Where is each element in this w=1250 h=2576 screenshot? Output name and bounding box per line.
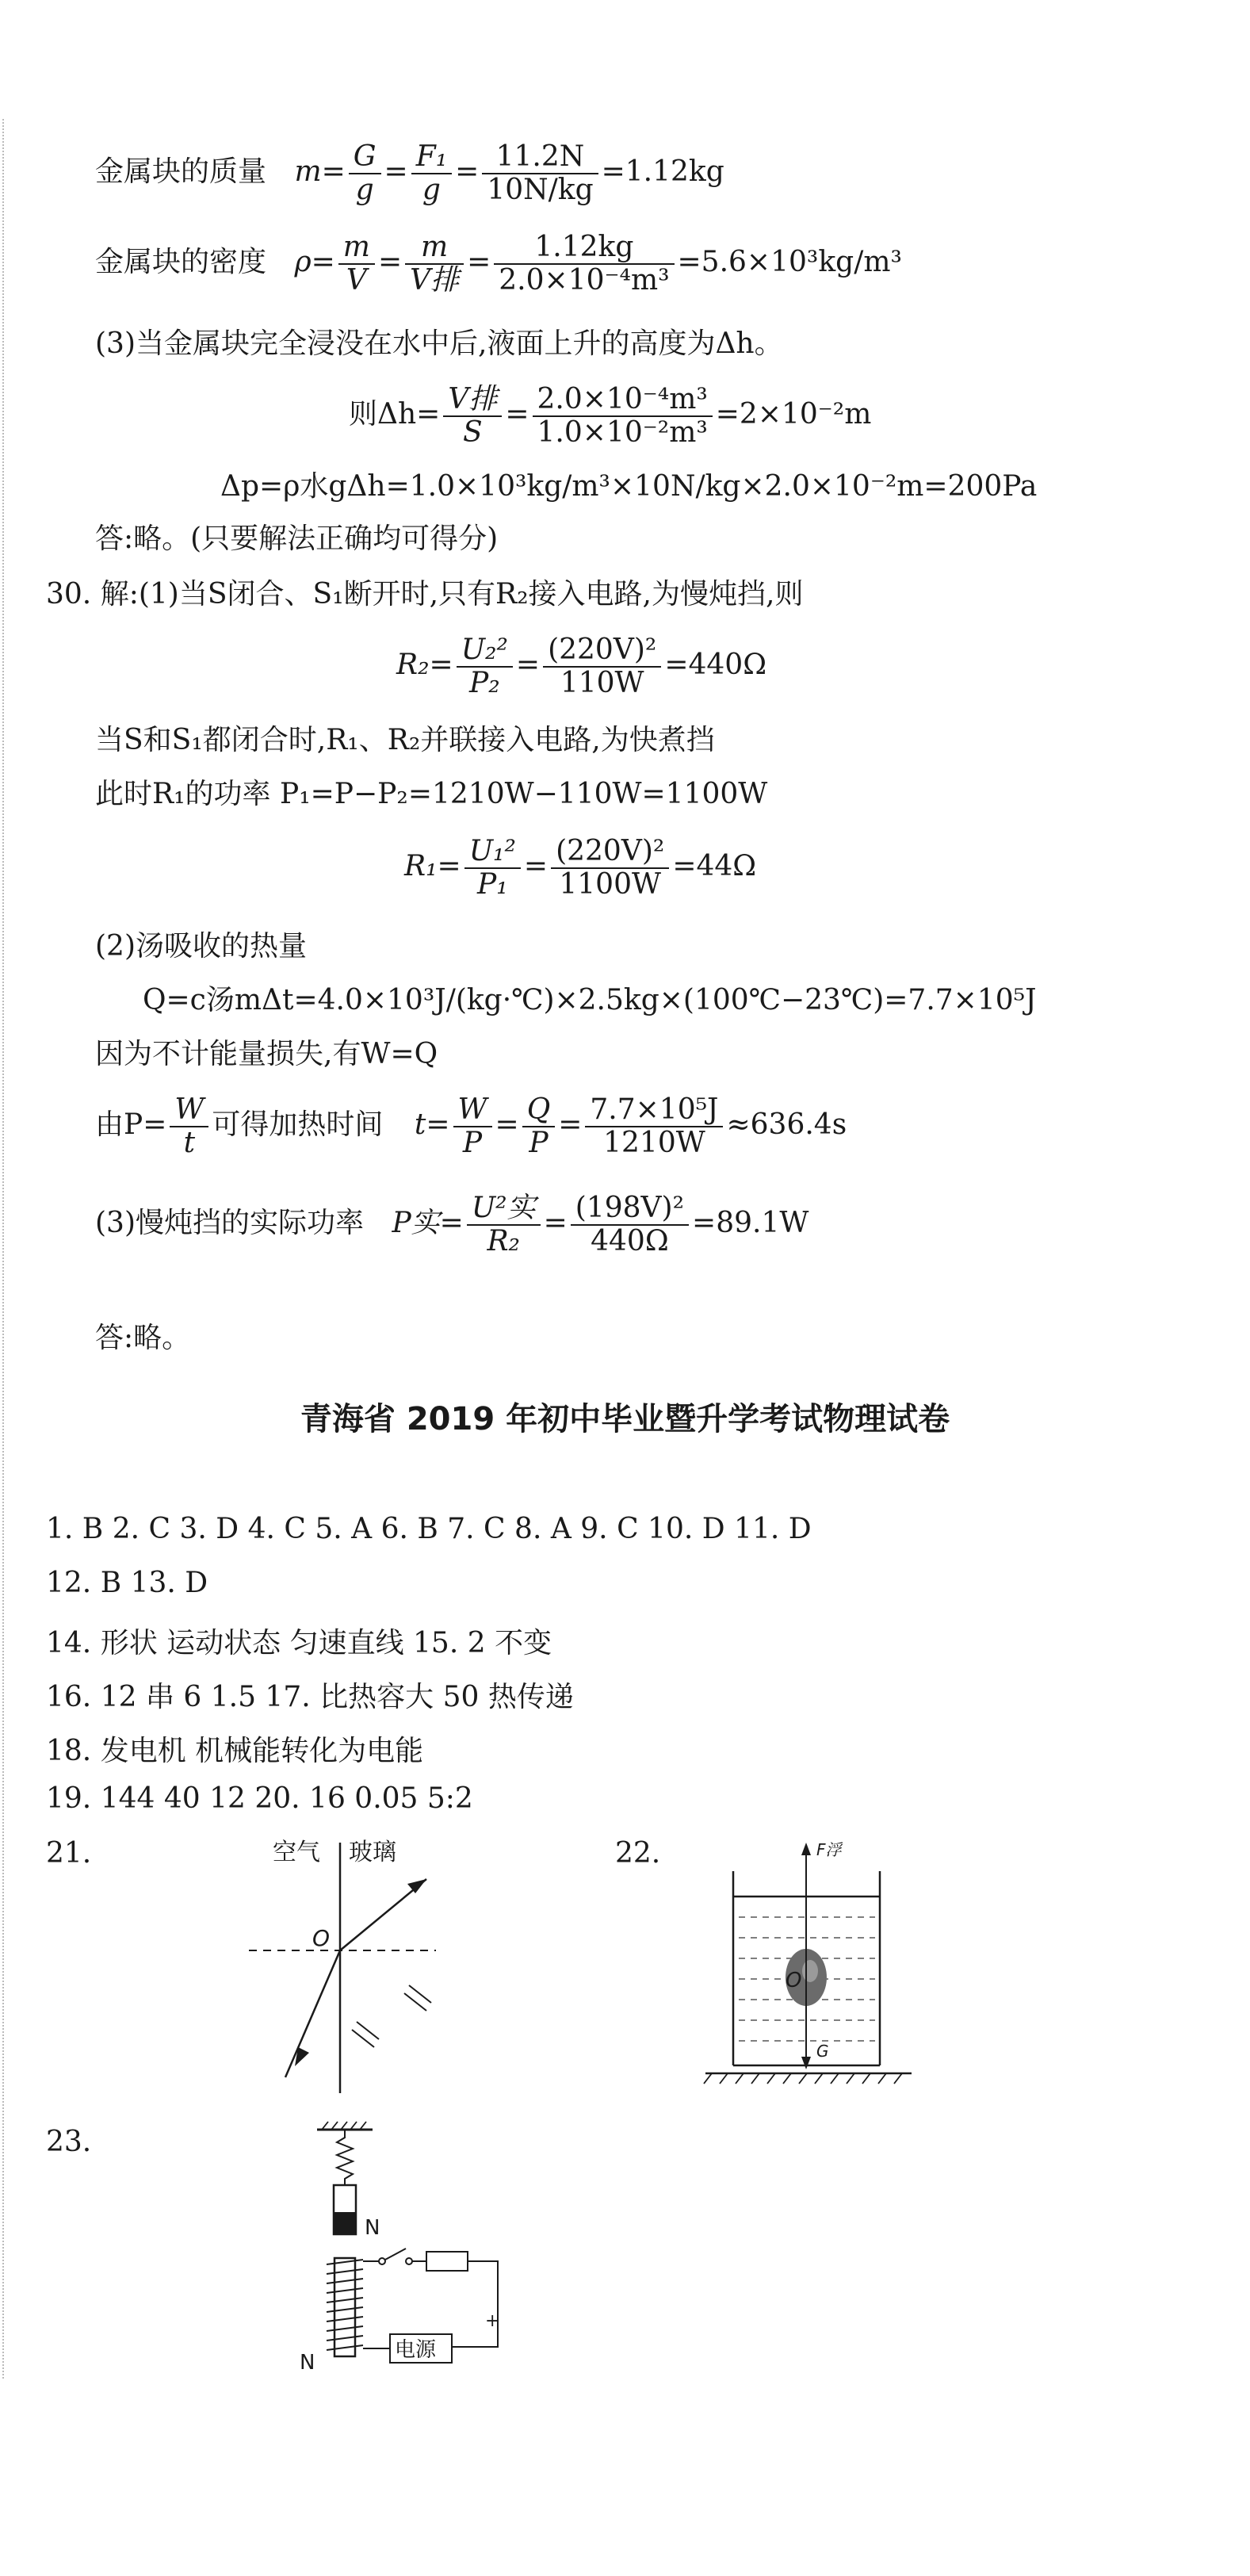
q21-incident-ray [285,1950,340,2077]
q22-ground-hatch [704,2073,902,2084]
r1-result: =44Ω [672,850,757,882]
mass-label: 金属块的质量 [95,155,267,188]
answer-row-6: 19. 144 40 12 20. 16 0.05 5:2 [46,1782,473,1815]
q22-number: 22. [615,1837,661,1870]
time-t: t= [414,1108,450,1141]
q23-switch-blade [385,2249,406,2260]
q23-magnet-n-label: N [365,2216,380,2240]
wq-line: 因为不计能量损失,有W=Q [95,1038,438,1070]
q23-switch-contact [406,2258,412,2264]
p-result: =89.1W [692,1207,809,1239]
time-formula-line: 由P= $\frac{W}{t}$ 可得加热时间 t= $\frac{W}{P}$ = $\frac{Q}{P}$ = $\frac{\text{7.7×10⁵J}}{1210W}$ ≈636.4s [95,1093,847,1159]
part3-label: (3)慢炖挡的实际功率 [95,1207,364,1239]
q23-plus-label: + [485,2311,500,2331]
fraction: $\frac{Q}{P}$ [522,1094,556,1159]
q30-answer: 答:略。 [95,1322,191,1354]
density-label: 金属块的密度 [95,246,267,278]
exam-title: 青海省 2019 年初中毕业暨升学考试物理试卷 [300,1401,950,1437]
q21-number: 21. [46,1837,92,1870]
r2-result: =440Ω [664,649,767,681]
q22-g-label: G [816,2042,829,2061]
q30-intro: 30. 解:(1)当S闭合、S₁断开时,只有R₂接入电路,为慢炖挡,则 [46,578,804,611]
mass-result: =1.12kg [601,155,724,188]
q23-coil-n-label: N [300,2351,315,2375]
q21-point-o: O [312,1925,331,1951]
q22-point-o: O [786,1969,802,1992]
fraction: $\frac{\text{U₁²}}{\text{P₁}}$ [464,836,521,901]
answer-row-5: 18. 发电机 机械能转化为电能 [46,1735,424,1767]
fraction: $\frac{\text{(220V)²}}{1100W}$ [551,836,669,901]
dp-line: Δp=ρ水gΔh=1.0×10³kg/m³×10N/kg×2.0×10⁻²m=200Pa [220,470,1038,503]
power-formula-line: (3)慢炖挡的实际功率 P实= $\frac{\text{U²实}}{\text{R₂}}$ = $\frac{\text{(198V)²}}{440\Omega}$ =89.1W [95,1192,809,1257]
q23-number: 23. [46,2126,92,2158]
left-margin-rule [2,119,4,2379]
dh-prefix: 则Δh= [349,398,441,431]
r2-prefix: R₂= [396,649,453,681]
fraction: $\frac{\text{F₁}}{g}$ [411,141,452,206]
fraction: $\frac{m}{\text{V排}}$ [405,232,464,297]
q21-air-label: 空气 [273,1839,320,1866]
q23-electromagnet-figure [285,2117,523,2379]
density-result: =5.6×10³kg/m³ [677,246,902,278]
time-mid: 可得加热时间 [212,1108,384,1141]
q29-answer: 答:略。(只要解法正确均可得分) [95,522,499,555]
heat-line: Q=c汤mΔt=4.0×10³J/(kg·℃)×2.5kg×(100℃−23℃)=7.7×10⁵J [143,984,1037,1016]
fraction: $\frac{11.2N}{10N/kg}$ [482,141,598,206]
q23-magnet-n-pole [334,2212,356,2234]
dh-formula-line: 则Δh= $\frac{\text{V排}}{S}$ = $\frac{\text{2.0×10⁻⁴m³}}{\text{1.0×10⁻²m³}}$ =2×10⁻²m [349,383,872,449]
fraction: $\frac{\text{U₂²}}{\text{P₂}}$ [457,634,513,699]
mass-formula-line: 金属块的质量 m= $\frac{G}{g}$ = $\frac{\text{F₁}}{g}$ = $\frac{11.2N}{10N/kg}$ =1.12kg [95,140,724,206]
p1-line: 此时R₁的功率 P₁=P−P₂=1210W−110W=1100W [95,778,768,810]
density-prefix: ρ= [294,246,335,278]
fraction: $\frac{\text{(220V)²}}{110W}$ [543,634,661,699]
q22-buoyancy-figure [698,1832,935,2085]
dh-result: =2×10⁻²m [715,398,872,431]
both-closed-text: 当S和S₁都闭合时,R₁、R₂并联接入电路,为快煮挡 [95,724,715,756]
q22-gravity-arrowhead-icon [801,2057,811,2069]
part3-text: (3)当金属块完全浸没在水中后,液面上升的高度为Δh。 [95,327,783,360]
fraction: $\frac{\text{V排}}{S}$ [443,384,502,449]
time-result: ≈636.4s [726,1108,847,1141]
fraction: $\frac{1.12kg}{\text{2.0×10⁻⁴m³}}$ [494,232,674,297]
q23-wire [452,2261,498,2347]
fraction: $\frac{G}{g}$ [349,141,381,206]
q23-spring [337,2130,353,2185]
fraction: $\frac{m}{V}$ [338,232,375,297]
answer-row-4: 16. 12 串 6 1.5 17. 比热容大 50 热传递 [46,1681,574,1713]
q22-buoyancy-arrowhead-icon [801,1843,811,1855]
fraction: $\frac{\text{7.7×10⁵J}}{1210W}$ [585,1094,723,1159]
fraction: $\frac{W}{P}$ [453,1094,492,1159]
time-prefix: 由P= [95,1108,167,1141]
part2-text: (2)汤吸收的热量 [95,930,307,963]
q22-object-highlight [802,1960,818,1982]
q23-switch-contact [379,2258,385,2264]
q22-f-label: F浮 [816,1840,842,1859]
q23-resistor [426,2252,468,2271]
mass-prefix: m= [294,155,346,188]
density-formula-line: 金属块的密度 ρ= $\frac{m}{V}$ = $\frac{m}{\text{V排}}$ = $\frac{1.12kg}{\text{2.0×10⁻⁴m³}}$ =5.6×10³kg/m³ [95,231,902,297]
fraction: $\frac{\text{(198V)²}}{440\Omega}$ [571,1192,689,1257]
fraction: $\frac{\text{2.0×10⁻⁴m³}}{\text{1.0×10⁻²m³}}$ [533,384,713,449]
answer-row-2: 12. B 13. D [46,1567,208,1599]
r1-prefix: R₁= [404,850,461,882]
answer-row-3: 14. 形状 运动状态 匀速直线 15. 2 不变 [46,1627,552,1659]
answer-row-1: 1. B 2. C 3. D 4. C 5. A 6. B 7. C 8. A 9. C 10. D 11. D [46,1513,812,1545]
q21-glass-label: 玻璃 [349,1839,396,1866]
q21-refraction-figure [238,1832,476,2093]
fraction: $\frac{W}{t}$ [170,1094,208,1159]
fraction: $\frac{\text{U²实}}{\text{R₂}}$ [467,1192,541,1257]
p-prefix: P实= [392,1207,464,1239]
r1-formula-line: R₁= $\frac{\text{U₁²}}{\text{P₁}}$ = $\frac{\text{(220V)²}}{1100W}$ =44Ω [404,835,757,901]
q23-power-label: 电源 [395,2338,437,2362]
r2-formula-line: R₂= $\frac{\text{U₂²}}{\text{P₂}}$ = $\frac{\text{(220V)²}}{110W}$ =440Ω [396,633,767,699]
